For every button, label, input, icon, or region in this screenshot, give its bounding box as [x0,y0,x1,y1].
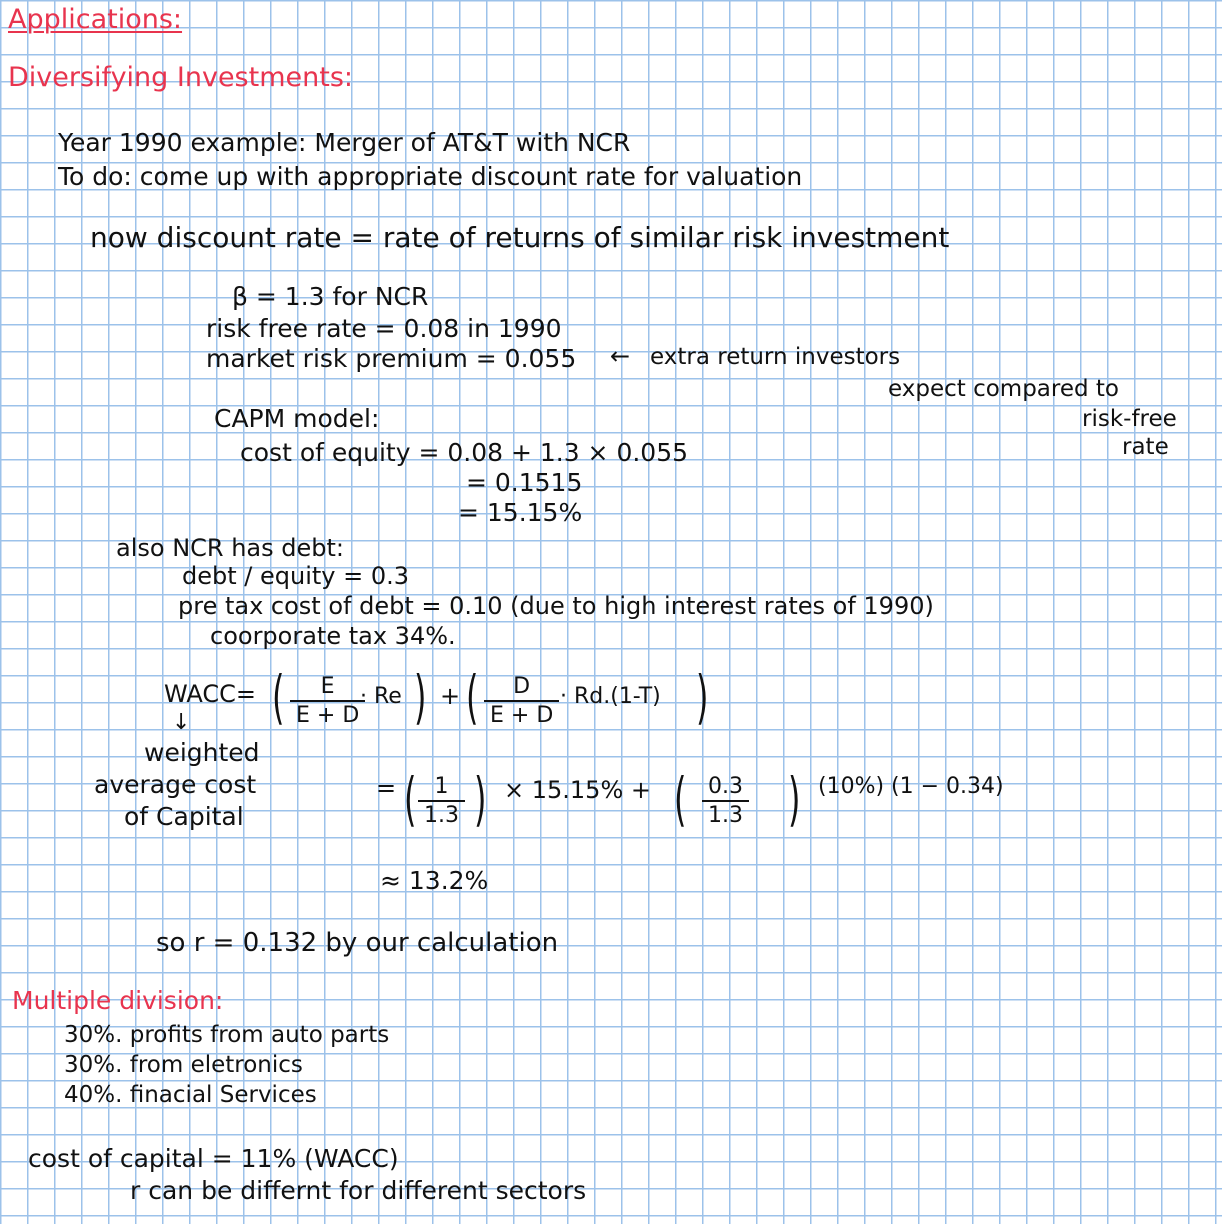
heading-applications: Applications: [8,4,183,35]
wacc-result: ≈ 13.2% [380,866,489,895]
capm-line-2: = 0.1515 [466,468,583,497]
wacc-definition-line-1: weighted [144,738,260,767]
fraction-numerator: E [320,674,335,699]
premium-note-line-4: rate [1122,434,1169,460]
heading-diversifying-investments: Diversifying Investments: [8,62,353,93]
beta-line: β = 1.3 for NCR [232,282,429,311]
heading-multiple-division: Multiple division: [12,986,224,1015]
left-arrow-icon: ← [610,342,631,370]
open-paren-2: ( [466,663,479,731]
premium-note-line-3: risk-free [1082,406,1177,432]
fraction-equity-weight [290,676,365,727]
fraction-0-3-over-1-3 [702,776,749,827]
down-arrow-icon: ↓ [172,710,191,735]
fraction-denominator: 1.3 [708,803,743,828]
fraction-denominator: E + D [296,703,360,728]
capm-line-3: = 15.15% [458,498,583,527]
division-item-1: 30%. profits from auto parts [64,1022,390,1048]
fraction-numerator: 1 [434,774,449,799]
cost-of-capital-line: cost of capital = 11% (WACC) [28,1144,399,1173]
fraction-debt-weight [484,676,559,727]
plus-sign: + [440,682,461,710]
corporate-tax: coorporate tax 34%. [210,622,456,650]
pre-tax-cost-of-debt: pre tax cost of debt = 0.10 (due to high interest rates of 1990) [178,592,934,620]
computation-middle: × 15.15% + [504,776,651,804]
close-paren-4: ) [788,765,801,833]
premium-note-line-1: extra return investors [650,344,901,370]
capm-line-1: cost of equity = 0.08 + 1.3 × 0.055 [240,438,689,467]
fraction-one-over-1-3 [418,776,465,827]
re-term: · Re [360,684,402,709]
fraction-numerator: 0.3 [708,774,743,799]
r-conclusion: so r = 0.132 by our calculation [156,928,559,958]
fraction-denominator: E + D [490,703,554,728]
close-paren-1: ) [414,663,427,731]
wacc-definition-line-2: average cost [94,770,257,799]
debt-intro: also NCR has debt: [116,534,344,562]
open-paren-3: ( [404,765,417,833]
division-item-3: 40%. finacial Services [64,1082,317,1108]
premium-note-line-2: expect compared to [888,376,1119,402]
close-paren-2: ) [696,663,709,731]
computation-tail: (10%) (1 − 0.34) [818,774,1004,799]
rd-term: · Rd.(1-T) [560,684,661,709]
division-item-2: 30%. from eletronics [64,1052,303,1078]
market-premium-line: market risk premium = 0.055 [206,344,577,373]
risk-free-line: risk free rate = 0.08 in 1990 [206,314,562,343]
intro-line-1: Year 1990 example: Merger of AT&T with NCR [58,128,631,157]
wacc-label: WACC= [164,680,257,708]
discount-rate-rule: now discount rate = rate of returns of similar risk investment [90,221,950,254]
open-paren-1: ( [272,663,285,731]
fraction-numerator: D [513,674,531,699]
debt-equity-ratio: debt / equity = 0.3 [182,562,410,590]
intro-line-2: To do: come up with appropriate discount rate for valuation [58,162,803,191]
open-paren-4: ( [674,765,687,833]
close-paren-3: ) [474,765,487,833]
capm-title: CAPM model: [214,404,380,433]
wacc-definition-line-3: of Capital [124,802,244,831]
sector-note: r can be differnt for different sectors [130,1176,587,1205]
computation-equals: = [376,774,397,802]
fraction-denominator: 1.3 [424,803,459,828]
